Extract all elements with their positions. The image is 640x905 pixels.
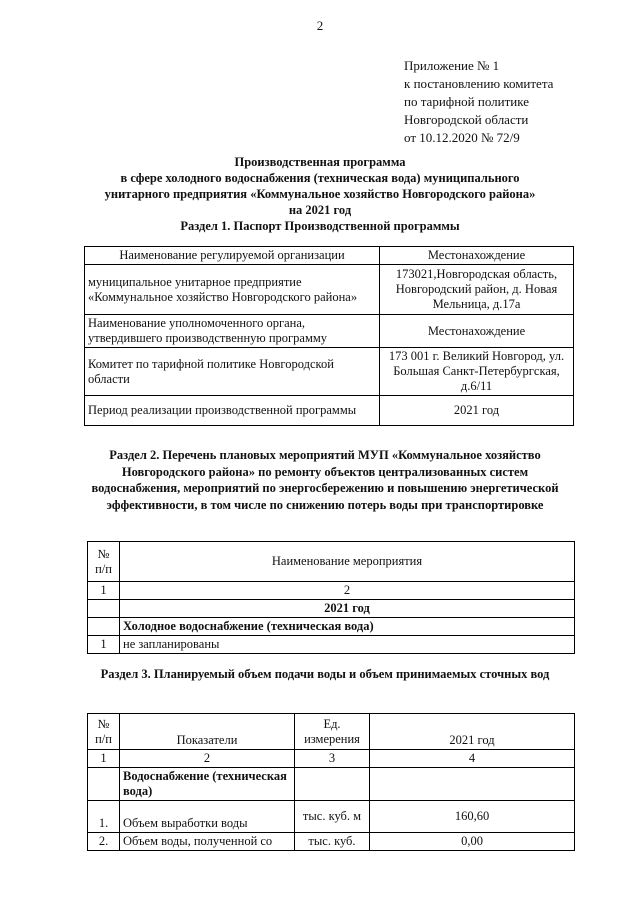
table-row — [88, 618, 575, 636]
section2-heading: Раздел 2. Перечень плановых мероприятий МУП «Коммунальное хозяйство Новгородского района» по ремонту объектов централизованных систем водоснабжения, мероприятий по энергосбережению и повышению энергетической эффективности, в том числе по снижению потерь воды при транспортировке — [91, 448, 559, 512]
table-cell — [295, 768, 370, 801]
table-cell: тыс. куб. — [295, 833, 370, 851]
table-cell: 0,00 — [370, 833, 575, 851]
table-cell: № п/п — [88, 542, 120, 582]
table-cell — [88, 618, 120, 636]
table-cell: Наименование регулируемой организации — [85, 247, 380, 265]
table-cell: Местонахождение — [380, 247, 574, 265]
table-cell: 2. — [88, 833, 120, 851]
section3-heading: Раздел 3. Планируемый объем подачи воды и объем принимаемых сточных вод — [100, 667, 550, 681]
table-cell: Комитет по тарифной политике Новгородской области — [85, 348, 380, 396]
title-line: на 2021 год — [288, 203, 352, 217]
document-title — [40, 154, 600, 218]
title-line: в сфере холодного водоснабжения (техническая вода) муниципального — [120, 171, 520, 185]
table-cell: Холодное водоснабжение (техническая вода) — [120, 618, 575, 636]
table-cell: Показатели — [120, 714, 295, 750]
appendix-line: от 10.12.2020 № 72/9 — [404, 130, 520, 145]
table-cell: 2021 год — [120, 600, 575, 618]
appendix-block — [404, 57, 553, 147]
table-row — [88, 768, 575, 801]
table-cell: Наименование уполномоченного органа, утвердившего производственную программу — [85, 315, 380, 348]
table-cell: Объем выработки воды — [120, 801, 295, 833]
table-cell: Период реализации производственной программы — [85, 396, 380, 426]
table-row — [88, 801, 575, 833]
table-cell — [88, 768, 120, 801]
table-cell: Водоснабжение (техническая вода) — [120, 768, 295, 801]
appendix-line: Новгородской области — [404, 112, 529, 127]
table-cell: № п/п — [88, 714, 120, 750]
passport-table — [84, 246, 574, 426]
table-cell: Наименование мероприятия — [120, 542, 575, 582]
table-row — [85, 315, 574, 348]
table-row — [88, 636, 575, 654]
table-cell: 1 — [88, 750, 120, 768]
table-cell — [370, 768, 575, 801]
table-cell: 160,60 — [370, 801, 575, 833]
table-cell: Объем воды, полученной со — [120, 833, 295, 851]
table-row — [88, 714, 575, 750]
volume-table — [87, 713, 575, 851]
page-number: 2 — [316, 18, 324, 33]
table-row — [88, 750, 575, 768]
table-cell: 2 — [120, 582, 575, 600]
table-row — [85, 348, 574, 396]
appendix-line: по тарифной политике — [404, 94, 529, 109]
table-cell: 1 — [88, 582, 120, 600]
section1-heading: Раздел 1. Паспорт Производственной программы — [180, 219, 460, 233]
table-row — [88, 833, 575, 851]
table-row — [85, 265, 574, 315]
table-cell: 1. — [88, 801, 120, 833]
title-line: унитарного предприятия «Коммунальное хозяйство Новгородского района» — [104, 187, 536, 201]
table-cell: 4 — [370, 750, 575, 768]
table-cell: 2021 год — [370, 714, 575, 750]
table-cell: 1 — [88, 636, 120, 654]
table-row — [88, 542, 575, 582]
table-cell: 3 — [295, 750, 370, 768]
table-cell — [88, 600, 120, 618]
table-cell: 2 — [120, 750, 295, 768]
appendix-line: Приложение № 1 — [404, 58, 500, 73]
appendix-line: к постановлению комитета — [404, 76, 554, 91]
table-row — [85, 247, 574, 265]
table-cell: тыс. куб. м — [295, 801, 370, 833]
table-cell: не запланированы — [120, 636, 575, 654]
measures-table — [87, 541, 575, 654]
table-row — [88, 600, 575, 618]
table-cell: Местонахождение — [380, 315, 574, 348]
table-cell: 173 001 г. Великий Новгород, ул. Большая Санкт-Петербургская, д.6/11 — [380, 348, 574, 396]
table-cell: муниципальное унитарное предприятие «Коммунальное хозяйство Новгородского района» — [85, 265, 380, 315]
table-row — [85, 396, 574, 426]
table-cell: 2021 год — [380, 396, 574, 426]
title-line: Производственная программа — [234, 155, 406, 169]
table-cell: Ед. измерения — [295, 714, 370, 750]
table-row — [88, 582, 575, 600]
table-cell: 173021,Новгородская область, Новгородский район, д. Новая Мельница, д.17а — [380, 265, 574, 315]
